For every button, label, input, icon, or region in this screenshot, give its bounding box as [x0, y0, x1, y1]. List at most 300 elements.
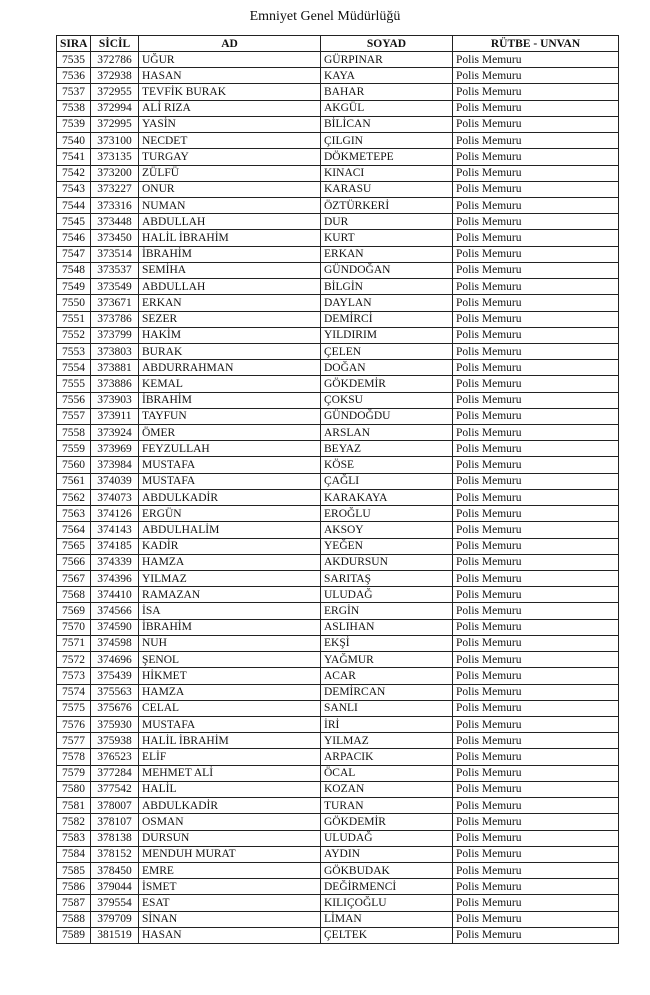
cell-rutbe: Polis Memuru	[453, 522, 619, 538]
cell-sira: 7577	[57, 733, 91, 749]
table-row	[57, 635, 619, 651]
cell-sira: 7586	[57, 879, 91, 895]
cell-ad: ELİF	[139, 749, 321, 765]
cell-soyad: GÜNDOĞDU	[321, 408, 453, 424]
table-row	[57, 408, 619, 424]
cell-sicil: 373911	[91, 408, 139, 424]
cell-soyad: ÇELEN	[321, 343, 453, 359]
cell-sicil: 378138	[91, 830, 139, 846]
table-row	[57, 652, 619, 668]
cell-sira: 7539	[57, 116, 91, 132]
table-row	[57, 862, 619, 878]
cell-sira: 7557	[57, 408, 91, 424]
cell-rutbe: Polis Memuru	[453, 425, 619, 441]
cell-ad: ONUR	[139, 181, 321, 197]
cell-sicil: 373786	[91, 311, 139, 327]
table-row	[57, 181, 619, 197]
cell-sicil: 374590	[91, 619, 139, 635]
cell-ad: YILMAZ	[139, 571, 321, 587]
cell-rutbe: Polis Memuru	[453, 116, 619, 132]
cell-sira: 7545	[57, 214, 91, 230]
header-sicil: SİCİL	[91, 36, 139, 52]
cell-ad: KEMAL	[139, 376, 321, 392]
cell-rutbe: Polis Memuru	[453, 635, 619, 651]
cell-ad: UĞUR	[139, 52, 321, 68]
table-row	[57, 716, 619, 732]
table-row	[57, 668, 619, 684]
cell-soyad: KURT	[321, 230, 453, 246]
cell-soyad: ÇAĞLI	[321, 473, 453, 489]
cell-ad: HİKMET	[139, 668, 321, 684]
cell-soyad: ÇOKSU	[321, 392, 453, 408]
cell-ad: HALİL	[139, 781, 321, 797]
cell-rutbe: Polis Memuru	[453, 441, 619, 457]
cell-sicil: 378152	[91, 846, 139, 862]
cell-ad: ESAT	[139, 895, 321, 911]
cell-rutbe: Polis Memuru	[453, 587, 619, 603]
table-row	[57, 538, 619, 554]
cell-soyad: ARSLAN	[321, 425, 453, 441]
table-row	[57, 506, 619, 522]
page-title: Emniyet Genel Müdürlüğü	[249, 9, 401, 24]
cell-ad: İBRAHİM	[139, 392, 321, 408]
table-row	[57, 214, 619, 230]
cell-rutbe: Polis Memuru	[453, 376, 619, 392]
cell-sira: 7535	[57, 52, 91, 68]
cell-sira: 7547	[57, 246, 91, 262]
cell-rutbe: Polis Memuru	[453, 489, 619, 505]
cell-sicil: 374073	[91, 489, 139, 505]
cell-ad: BURAK	[139, 343, 321, 359]
table-row	[57, 441, 619, 457]
cell-sicil: 373450	[91, 230, 139, 246]
cell-ad: DURSUN	[139, 830, 321, 846]
cell-ad: HALİL İBRAHİM	[139, 733, 321, 749]
cell-sicil: 374126	[91, 506, 139, 522]
cell-sicil: 374566	[91, 603, 139, 619]
cell-sicil: 375676	[91, 700, 139, 716]
cell-sira: 7568	[57, 587, 91, 603]
cell-sicil: 373671	[91, 295, 139, 311]
cell-ad: TEVFİK BURAK	[139, 84, 321, 100]
cell-sira: 7582	[57, 814, 91, 830]
table-row	[57, 489, 619, 505]
cell-sira: 7559	[57, 441, 91, 457]
cell-sira: 7587	[57, 895, 91, 911]
cell-rutbe: Polis Memuru	[453, 473, 619, 489]
cell-rutbe: Polis Memuru	[453, 408, 619, 424]
cell-rutbe: Polis Memuru	[453, 230, 619, 246]
cell-ad: İBRAHİM	[139, 619, 321, 635]
table-row	[57, 587, 619, 603]
cell-sira: 7537	[57, 84, 91, 100]
cell-soyad: GÖKBUDAK	[321, 862, 453, 878]
table-row	[57, 425, 619, 441]
cell-sicil: 373316	[91, 197, 139, 213]
cell-soyad: DUR	[321, 214, 453, 230]
cell-sicil: 376523	[91, 749, 139, 765]
cell-sira: 7569	[57, 603, 91, 619]
cell-rutbe: Polis Memuru	[453, 360, 619, 376]
table-row	[57, 116, 619, 132]
cell-ad: NUMAN	[139, 197, 321, 213]
cell-sira: 7576	[57, 716, 91, 732]
cell-rutbe: Polis Memuru	[453, 327, 619, 343]
cell-sira: 7546	[57, 230, 91, 246]
cell-sicil: 373100	[91, 133, 139, 149]
cell-sicil: 372995	[91, 116, 139, 132]
cell-sira: 7575	[57, 700, 91, 716]
cell-sicil: 374410	[91, 587, 139, 603]
cell-soyad: ULUDAĞ	[321, 830, 453, 846]
cell-soyad: ERGİN	[321, 603, 453, 619]
cell-soyad: KILIÇOĞLU	[321, 895, 453, 911]
cell-ad: ABDULHALİM	[139, 522, 321, 538]
cell-soyad: ÖCAL	[321, 765, 453, 781]
table-row	[57, 619, 619, 635]
cell-soyad: AKSOY	[321, 522, 453, 538]
cell-sicil: 373803	[91, 343, 139, 359]
cell-sicil: 373903	[91, 392, 139, 408]
cell-ad: HAMZA	[139, 684, 321, 700]
cell-ad: ABDURRAHMAN	[139, 360, 321, 376]
cell-rutbe: Polis Memuru	[453, 392, 619, 408]
cell-sira: 7574	[57, 684, 91, 700]
cell-soyad: KARAKAYA	[321, 489, 453, 505]
cell-sira: 7588	[57, 911, 91, 927]
cell-sira: 7551	[57, 311, 91, 327]
cell-soyad: ÇILGIN	[321, 133, 453, 149]
cell-rutbe: Polis Memuru	[453, 133, 619, 149]
cell-soyad: ASLIHAN	[321, 619, 453, 635]
table-row	[57, 295, 619, 311]
cell-sira: 7560	[57, 457, 91, 473]
cell-soyad: YAĞMUR	[321, 652, 453, 668]
cell-ad: YASİN	[139, 116, 321, 132]
cell-rutbe: Polis Memuru	[453, 814, 619, 830]
cell-ad: ABDULLAH	[139, 214, 321, 230]
cell-ad: FEYZULLAH	[139, 441, 321, 457]
cell-sicil: 374598	[91, 635, 139, 651]
table-row	[57, 781, 619, 797]
cell-soyad: BAHAR	[321, 84, 453, 100]
cell-sira: 7561	[57, 473, 91, 489]
table-row	[57, 392, 619, 408]
table-row	[57, 522, 619, 538]
cell-sira: 7549	[57, 279, 91, 295]
cell-ad: HALİL İBRAHİM	[139, 230, 321, 246]
cell-rutbe: Polis Memuru	[453, 846, 619, 862]
cell-sira: 7585	[57, 862, 91, 878]
cell-ad: ÖMER	[139, 425, 321, 441]
cell-ad: KADİR	[139, 538, 321, 554]
cell-ad: HAKİM	[139, 327, 321, 343]
table-row	[57, 279, 619, 295]
cell-sicil: 374039	[91, 473, 139, 489]
cell-soyad: DEMİRCİ	[321, 311, 453, 327]
cell-sicil: 377542	[91, 781, 139, 797]
cell-ad: NUH	[139, 635, 321, 651]
cell-soyad: EKŞİ	[321, 635, 453, 651]
table-row	[57, 554, 619, 570]
cell-sicil: 373549	[91, 279, 139, 295]
cell-sicil: 372994	[91, 100, 139, 116]
cell-rutbe: Polis Memuru	[453, 830, 619, 846]
cell-rutbe: Polis Memuru	[453, 149, 619, 165]
cell-soyad: KINACI	[321, 165, 453, 181]
cell-rutbe: Polis Memuru	[453, 457, 619, 473]
cell-sira: 7563	[57, 506, 91, 522]
cell-soyad: ÇELTEK	[321, 927, 453, 943]
cell-ad: HASAN	[139, 927, 321, 943]
cell-sira: 7570	[57, 619, 91, 635]
cell-soyad: ERKAN	[321, 246, 453, 262]
cell-rutbe: Polis Memuru	[453, 927, 619, 943]
cell-ad: İBRAHİM	[139, 246, 321, 262]
cell-sira: 7573	[57, 668, 91, 684]
table-row	[57, 457, 619, 473]
cell-soyad: DEMİRCAN	[321, 684, 453, 700]
cell-sicil: 372786	[91, 52, 139, 68]
cell-sira: 7572	[57, 652, 91, 668]
cell-rutbe: Polis Memuru	[453, 749, 619, 765]
cell-soyad: ULUDAĞ	[321, 587, 453, 603]
cell-ad: ABDULKADİR	[139, 798, 321, 814]
cell-ad: İSMET	[139, 879, 321, 895]
cell-sicil: 373969	[91, 441, 139, 457]
table-row	[57, 311, 619, 327]
table-row	[57, 68, 619, 84]
cell-ad: RAMAZAN	[139, 587, 321, 603]
cell-rutbe: Polis Memuru	[453, 603, 619, 619]
cell-rutbe: Polis Memuru	[453, 181, 619, 197]
cell-sira: 7542	[57, 165, 91, 181]
header-row	[57, 36, 619, 52]
cell-ad: TURGAY	[139, 149, 321, 165]
cell-ad: HASAN	[139, 68, 321, 84]
cell-soyad: KARASU	[321, 181, 453, 197]
table-row	[57, 149, 619, 165]
cell-rutbe: Polis Memuru	[453, 68, 619, 84]
cell-rutbe: Polis Memuru	[453, 700, 619, 716]
cell-sicil: 375938	[91, 733, 139, 749]
cell-ad: ALİ RIZA	[139, 100, 321, 116]
cell-sira: 7584	[57, 846, 91, 862]
cell-soyad: GÜRPINAR	[321, 52, 453, 68]
cell-sicil: 379554	[91, 895, 139, 911]
cell-rutbe: Polis Memuru	[453, 733, 619, 749]
cell-sira: 7556	[57, 392, 91, 408]
table-body	[57, 52, 619, 944]
cell-rutbe: Polis Memuru	[453, 214, 619, 230]
cell-soyad: SANLI	[321, 700, 453, 716]
cell-sira: 7540	[57, 133, 91, 149]
cell-sira: 7578	[57, 749, 91, 765]
cell-rutbe: Polis Memuru	[453, 52, 619, 68]
cell-rutbe: Polis Memuru	[453, 279, 619, 295]
cell-rutbe: Polis Memuru	[453, 295, 619, 311]
header-ad: AD	[139, 36, 321, 52]
table-row	[57, 814, 619, 830]
personnel-table	[56, 35, 619, 944]
cell-soyad: LİMAN	[321, 911, 453, 927]
cell-sicil: 374339	[91, 554, 139, 570]
table-row	[57, 197, 619, 213]
cell-rutbe: Polis Memuru	[453, 197, 619, 213]
table-row	[57, 246, 619, 262]
cell-sicil: 373537	[91, 262, 139, 278]
table-row	[57, 100, 619, 116]
table-row	[57, 376, 619, 392]
cell-rutbe: Polis Memuru	[453, 781, 619, 797]
cell-soyad: İRİ	[321, 716, 453, 732]
cell-soyad: BİLİCAN	[321, 116, 453, 132]
cell-sira: 7550	[57, 295, 91, 311]
cell-rutbe: Polis Memuru	[453, 343, 619, 359]
table-row	[57, 911, 619, 927]
table-row	[57, 84, 619, 100]
cell-soyad: ÖZTÜRKERİ	[321, 197, 453, 213]
cell-sicil: 373799	[91, 327, 139, 343]
cell-sicil: 379709	[91, 911, 139, 927]
cell-sicil: 379044	[91, 879, 139, 895]
cell-sicil: 375439	[91, 668, 139, 684]
table-row	[57, 846, 619, 862]
cell-rutbe: Polis Memuru	[453, 716, 619, 732]
cell-sicil: 373924	[91, 425, 139, 441]
cell-sira: 7536	[57, 68, 91, 84]
cell-sira: 7589	[57, 927, 91, 943]
table-row	[57, 895, 619, 911]
cell-soyad: YILDIRIM	[321, 327, 453, 343]
cell-ad: ERGÜN	[139, 506, 321, 522]
table-row	[57, 830, 619, 846]
cell-sira: 7580	[57, 781, 91, 797]
cell-rutbe: Polis Memuru	[453, 862, 619, 878]
table-row	[57, 684, 619, 700]
cell-sira: 7579	[57, 765, 91, 781]
cell-sicil: 372955	[91, 84, 139, 100]
cell-ad: ŞENOL	[139, 652, 321, 668]
cell-rutbe: Polis Memuru	[453, 879, 619, 895]
table-row	[57, 230, 619, 246]
cell-sicil: 375563	[91, 684, 139, 700]
cell-sira: 7566	[57, 554, 91, 570]
cell-sicil: 373886	[91, 376, 139, 392]
cell-rutbe: Polis Memuru	[453, 538, 619, 554]
table-row	[57, 360, 619, 376]
table-row	[57, 327, 619, 343]
cell-rutbe: Polis Memuru	[453, 652, 619, 668]
table-row	[57, 798, 619, 814]
table-row	[57, 733, 619, 749]
cell-sicil: 373984	[91, 457, 139, 473]
cell-rutbe: Polis Memuru	[453, 165, 619, 181]
cell-sicil: 374396	[91, 571, 139, 587]
cell-sira: 7565	[57, 538, 91, 554]
cell-soyad: SARITAŞ	[321, 571, 453, 587]
table-row	[57, 700, 619, 716]
cell-rutbe: Polis Memuru	[453, 84, 619, 100]
cell-sicil: 377284	[91, 765, 139, 781]
cell-ad: ABDULLAH	[139, 279, 321, 295]
cell-soyad: DÖKMETEPE	[321, 149, 453, 165]
cell-ad: ABDULKADİR	[139, 489, 321, 505]
cell-soyad: EROĞLU	[321, 506, 453, 522]
cell-sicil: 373448	[91, 214, 139, 230]
cell-sicil: 373227	[91, 181, 139, 197]
cell-sira: 7558	[57, 425, 91, 441]
cell-sira: 7567	[57, 571, 91, 587]
cell-soyad: AKDURSUN	[321, 554, 453, 570]
cell-sira: 7554	[57, 360, 91, 376]
cell-soyad: ACAR	[321, 668, 453, 684]
cell-ad: HAMZA	[139, 554, 321, 570]
cell-rutbe: Polis Memuru	[453, 619, 619, 635]
cell-ad: SEZER	[139, 311, 321, 327]
cell-sira: 7538	[57, 100, 91, 116]
cell-sira: 7544	[57, 197, 91, 213]
table-row	[57, 603, 619, 619]
cell-ad: TAYFUN	[139, 408, 321, 424]
table-row	[57, 133, 619, 149]
cell-rutbe: Polis Memuru	[453, 668, 619, 684]
cell-rutbe: Polis Memuru	[453, 798, 619, 814]
cell-rutbe: Polis Memuru	[453, 571, 619, 587]
table-row	[57, 473, 619, 489]
cell-sira: 7553	[57, 343, 91, 359]
cell-sicil: 373514	[91, 246, 139, 262]
cell-sicil: 374185	[91, 538, 139, 554]
table-row	[57, 927, 619, 943]
cell-soyad: KOZAN	[321, 781, 453, 797]
cell-sira: 7543	[57, 181, 91, 197]
cell-ad: SEMİHA	[139, 262, 321, 278]
cell-soyad: GÖKDEMİR	[321, 376, 453, 392]
table-header	[57, 36, 619, 52]
cell-soyad: DAYLAN	[321, 295, 453, 311]
cell-rutbe: Polis Memuru	[453, 911, 619, 927]
cell-ad: MUSTAFA	[139, 716, 321, 732]
cell-soyad: YILMAZ	[321, 733, 453, 749]
cell-ad: MUSTAFA	[139, 473, 321, 489]
cell-sicil: 373200	[91, 165, 139, 181]
cell-sira: 7555	[57, 376, 91, 392]
cell-sira: 7583	[57, 830, 91, 846]
cell-soyad: KAYA	[321, 68, 453, 84]
cell-soyad: DEĞİRMENCİ	[321, 879, 453, 895]
cell-ad: EMRE	[139, 862, 321, 878]
cell-ad: MENDUH MURAT	[139, 846, 321, 862]
cell-ad: MUSTAFA	[139, 457, 321, 473]
cell-ad: SİNAN	[139, 911, 321, 927]
cell-sicil: 373881	[91, 360, 139, 376]
cell-rutbe: Polis Memuru	[453, 311, 619, 327]
cell-ad: ERKAN	[139, 295, 321, 311]
header-rutbe: RÜTBE - UNVAN	[453, 36, 619, 52]
cell-soyad: YEĞEN	[321, 538, 453, 554]
cell-rutbe: Polis Memuru	[453, 262, 619, 278]
header-sira: SIRA	[57, 36, 91, 52]
cell-rutbe: Polis Memuru	[453, 506, 619, 522]
cell-sicil: 373135	[91, 149, 139, 165]
cell-ad: CELAL	[139, 700, 321, 716]
cell-sira: 7571	[57, 635, 91, 651]
cell-sira: 7541	[57, 149, 91, 165]
cell-sicil: 372938	[91, 68, 139, 84]
cell-soyad: GÖKDEMİR	[321, 814, 453, 830]
cell-sira: 7552	[57, 327, 91, 343]
